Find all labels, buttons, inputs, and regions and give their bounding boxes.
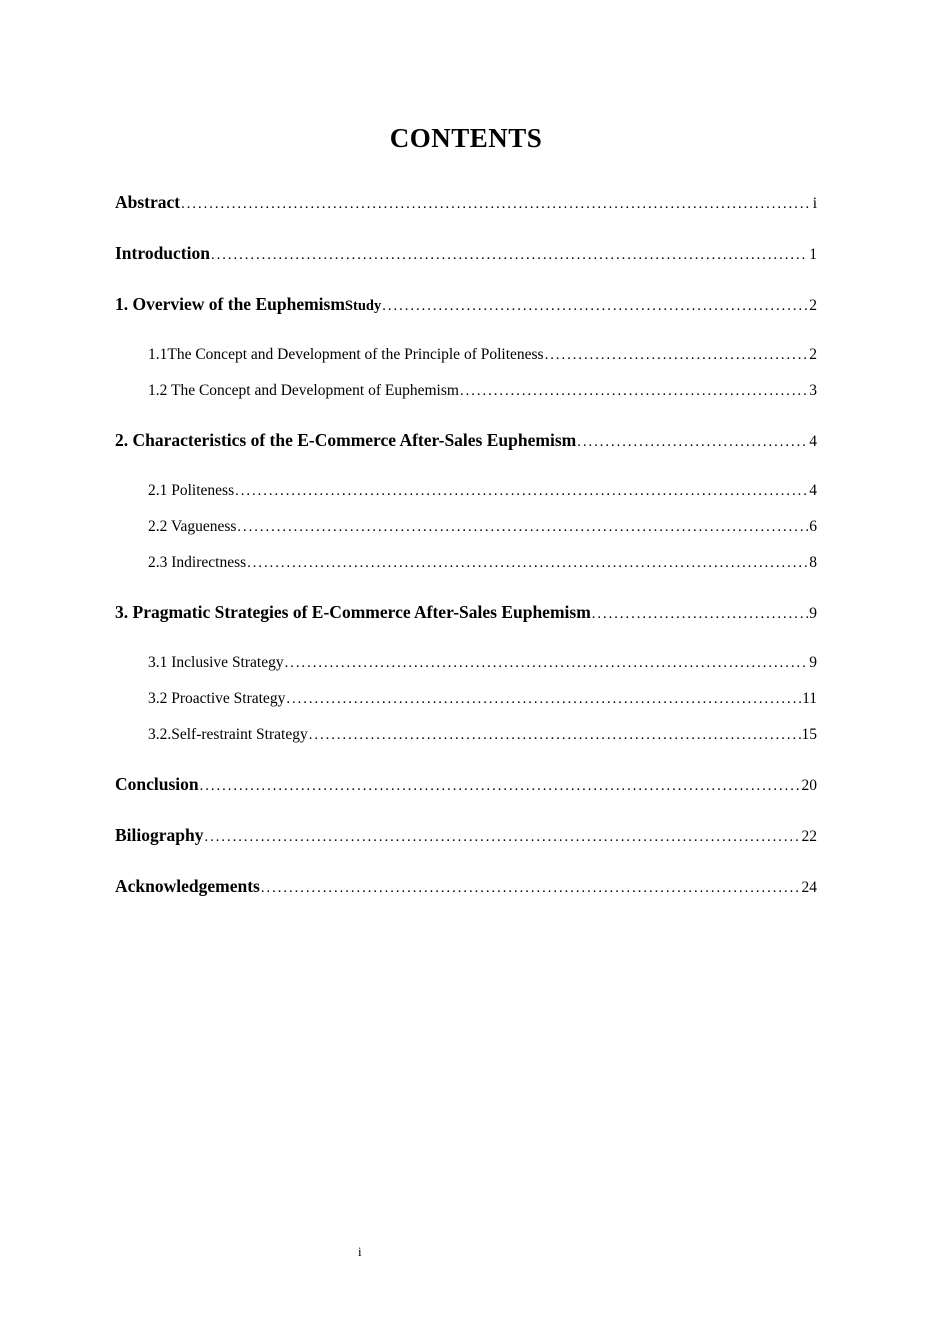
toc-entry-section-3-2 (115, 681, 817, 717)
dot-leader (286, 681, 801, 717)
toc-entry-page: 6 (809, 518, 817, 535)
toc-entry-page: 20 (801, 777, 817, 794)
toc-entry-page: 24 (801, 879, 817, 896)
toc-entry-page: 9 (809, 605, 817, 622)
toc-entry-label: 2. Characteristics of the E-Commerce After-Sales Euphemism (115, 430, 577, 450)
dot-leader (247, 545, 808, 581)
toc-entry-page: 8 (809, 554, 817, 571)
toc-entry-acknowledgements (115, 868, 817, 906)
toc-entry-label: 3. Pragmatic Strategies of E-Commerce After-Sales Euphemism (115, 602, 591, 622)
dot-leader (382, 288, 808, 324)
toc-entry-page: 2 (809, 297, 817, 314)
dot-leader (460, 373, 808, 409)
dot-leader (235, 473, 808, 509)
toc-entry-section-2-1 (115, 473, 817, 509)
toc-entry-label: Biliography (115, 825, 204, 845)
page-title: CONTENTS (389, 123, 543, 153)
toc-entry-section-2-3 (115, 545, 817, 581)
dot-leader (592, 596, 808, 632)
toc-entry-page: 2 (809, 346, 817, 363)
page-footer (0, 1244, 950, 1264)
dot-leader (211, 237, 808, 273)
toc-entry-label: Abstract (115, 192, 181, 212)
toc-entry-label: 3.2 Proactive Strategy (148, 690, 286, 707)
toc-entry-page: 22 (801, 828, 817, 845)
dot-leader (309, 717, 801, 753)
toc-entry-section-1-1 (115, 337, 817, 373)
toc-entry-introduction (115, 235, 817, 273)
dot-leader (577, 424, 808, 460)
dot-leader (205, 819, 801, 855)
toc-entry-label: 2.1 Politeness (148, 482, 235, 499)
toc-entry-page: 3 (809, 382, 817, 399)
toc-entry-page: 4 (809, 482, 817, 499)
dot-leader (181, 186, 812, 222)
toc-entry-page: 11 (802, 690, 817, 707)
toc-entry-section-3-1 (115, 645, 817, 681)
toc-entry-label: 1. Overview of the Euphemism (115, 294, 345, 314)
toc-entry-label: Introduction (115, 243, 210, 263)
toc-entry-label: 2.3 Indirectness (148, 554, 247, 571)
toc-entry-chapter-3 (115, 594, 817, 632)
toc-entry-bibliography (115, 817, 817, 855)
toc-entry-page: 4 (809, 433, 817, 450)
dot-leader (545, 337, 809, 373)
toc-entry-chapter-2 (115, 422, 817, 460)
toc-entry-label: 1.2 The Concept and Development of Euphemism (148, 382, 459, 399)
toc-entry-section-2-2 (115, 509, 817, 545)
toc-entry-section-1-2 (115, 373, 817, 409)
toc-entry-page: i (812, 195, 817, 212)
toc-entry-label: Conclusion (115, 774, 199, 794)
toc-entry-label: 3.2.Self-restraint Strategy (148, 726, 308, 743)
toc-entry-label: 2.2 Vagueness (148, 518, 237, 535)
toc-entry-label: 1.1The Concept and Development of the Principle of Politeness (148, 346, 544, 363)
toc-entry-page: 1 (809, 246, 817, 263)
dot-leader (261, 870, 801, 906)
toc-entry-page: 9 (809, 654, 817, 671)
toc-entry-abstract (115, 184, 817, 222)
toc-entry-section-3-3 (115, 717, 817, 753)
dot-leader (200, 768, 801, 804)
toc-entry-chapter-1 (115, 286, 817, 324)
dot-leader (285, 645, 809, 681)
toc-entry-label-suffix: Study (344, 298, 382, 314)
dot-leader (237, 509, 808, 545)
toc-entry-page: 15 (801, 726, 817, 743)
footer-page-number: i (358, 1244, 362, 1259)
toc-entry-conclusion (115, 766, 817, 804)
toc-entry-label: 3.1 Inclusive Strategy (148, 654, 284, 671)
toc-entry-label: Acknowledgements (115, 876, 260, 896)
